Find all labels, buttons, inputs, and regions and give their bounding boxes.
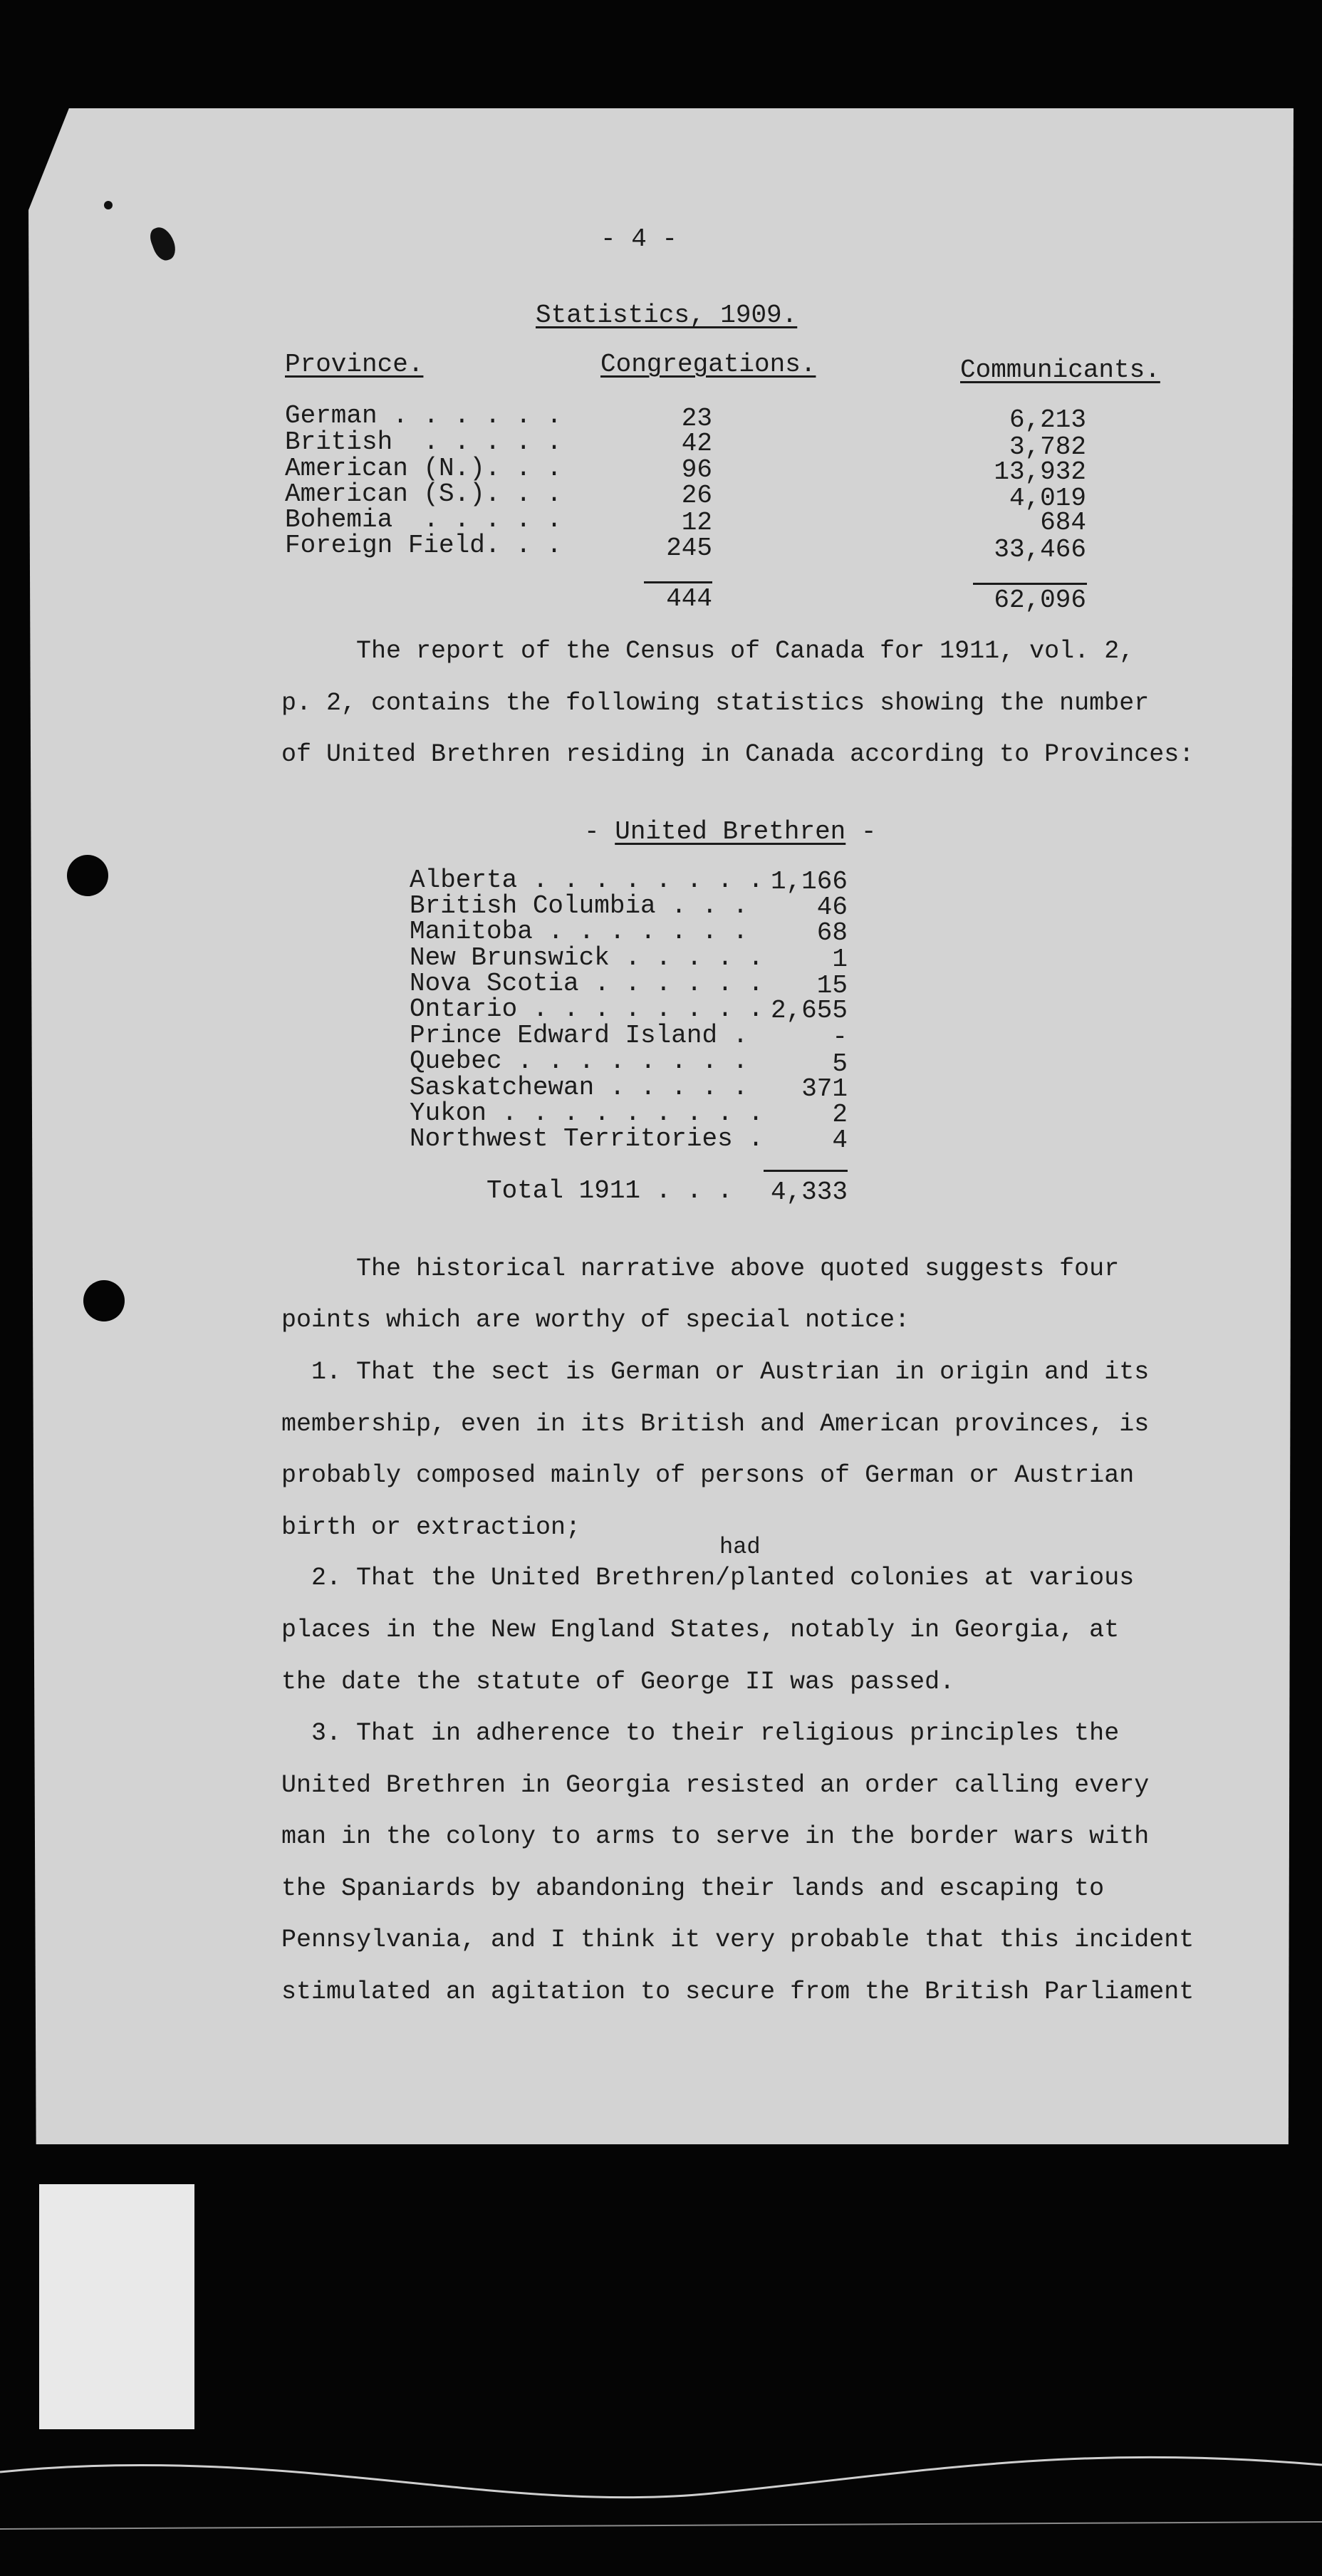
ub-total-rule — [764, 1170, 848, 1172]
total-rule-communicants — [973, 583, 1087, 585]
paragraph-line: probably composed mainly of persons of German or Austrian — [281, 1461, 1135, 1490]
table-row-communicants: 684 — [1040, 508, 1086, 537]
ub-row-name: New Brunswick . . . . . — [410, 943, 764, 972]
ub-total-label: Total 1911 . . . — [486, 1176, 733, 1205]
ub-row-name: Alberta . . . . . . . . — [410, 866, 764, 895]
paragraph-line: The historical narrative above quoted suggests four — [281, 1255, 1120, 1283]
paragraph-line: the Spaniards by abandoning their lands and escaping to — [281, 1874, 1105, 1903]
paper-edge-curve — [0, 2415, 1322, 2576]
ub-title — [584, 819, 877, 845]
ub-row-name: Manitoba . . . . . . . — [410, 917, 749, 946]
paragraph-line: 2. That the United Brethren/planted colonies at various — [281, 1564, 1135, 1592]
ub-row-value: 4 — [832, 1126, 848, 1155]
header-congregations: Congregations. — [600, 350, 816, 379]
table-row-congregations: 96 — [681, 455, 712, 484]
ub-row-name: Northwest Territories . — [410, 1124, 764, 1153]
ub-row-name: British Columbia . . . — [410, 891, 749, 920]
table-row-congregations: 23 — [681, 404, 712, 433]
page-number: - 4 - — [600, 224, 678, 254]
table-row-communicants: 13,932 — [994, 457, 1086, 487]
table-row-province: British . . . . . — [285, 427, 562, 457]
table-row-province: American (N.). . . — [285, 454, 562, 483]
paragraph-line: Pennsylvania, and I think it very probable that this incident — [281, 1926, 1195, 1954]
table-row-province: Bohemia . . . . . — [285, 505, 562, 534]
stats-title: Statistics, 1909. — [536, 301, 798, 330]
paragraph-line: birth or extraction; — [281, 1513, 581, 1542]
ub-row-value: 1 — [832, 945, 848, 974]
paragraph-line: United Brethren in Georgia resisted an order calling every — [281, 1771, 1150, 1799]
ub-row-value: 15 — [816, 971, 848, 1000]
table-row-congregations: 26 — [681, 481, 712, 510]
table-row-congregations: 245 — [666, 534, 712, 563]
ub-row-name: Saskatchewan . . . . . — [410, 1073, 749, 1102]
total-rule-congregations — [644, 581, 712, 583]
ub-row-value: 1,166 — [770, 867, 848, 896]
paragraph-line: the date the statute of George II was passed. — [281, 1668, 955, 1696]
ub-title-text: United Brethren — [615, 817, 846, 846]
ub-row-name: Ontario . . . . . . . . — [410, 994, 764, 1024]
paragraph-line: membership, even in its British and American provinces, is — [281, 1410, 1150, 1438]
paragraph-line: stimulated an agitation to secure from the British Parliament — [281, 1978, 1195, 2006]
ub-row-name: Yukon . . . . . . . . . — [410, 1099, 764, 1128]
ub-row-name: Quebec . . . . . . . . — [410, 1046, 749, 1076]
punch-hole-bottom — [83, 1280, 125, 1321]
ub-row-value: 68 — [816, 918, 848, 947]
table-row-province: American (S.). . . — [285, 479, 562, 509]
ub-row-value: - — [832, 1022, 848, 1051]
paragraph-line: 1. That the sect is German or Austrian in origin and its — [281, 1358, 1150, 1386]
ink-speck — [104, 201, 113, 209]
table-row-province: German . . . . . . — [285, 401, 562, 430]
total-communicants: 62,096 — [994, 586, 1086, 615]
table-row-province: Foreign Field. . . — [285, 531, 562, 560]
paragraph-line: p. 2, contains the following statistics showing the number — [281, 689, 1150, 717]
ub-row-value: 2 — [832, 1100, 848, 1129]
table-row-congregations: 12 — [681, 508, 712, 537]
ub-total-value: 4,333 — [770, 1178, 848, 1207]
ub-row-value: 5 — [832, 1049, 848, 1079]
ub-row-name: Prince Edward Island . — [410, 1021, 749, 1050]
paragraph-line: places in the New England States, notably in Georgia, at — [281, 1616, 1120, 1644]
total-congregations: 444 — [666, 584, 712, 613]
ub-row-value: 46 — [816, 893, 848, 922]
ub-title-prefix: - — [584, 817, 615, 846]
ub-title-suffix: - — [845, 817, 877, 846]
ub-row-value: 2,655 — [770, 996, 848, 1025]
table-row-congregations: 42 — [681, 429, 712, 458]
header-communicants: Communicants. — [960, 355, 1160, 385]
ub-row-value: 371 — [801, 1074, 848, 1103]
paragraph-line: man in the colony to arms to serve in the border wars with — [281, 1822, 1150, 1851]
table-row-communicants: 4,019 — [1009, 484, 1086, 513]
paragraph-line: 3. That in adherence to their religious principles the — [281, 1719, 1120, 1747]
punch-hole-top — [67, 855, 108, 896]
blank-label-card — [39, 2184, 194, 2429]
ub-row-name: Nova Scotia . . . . . . — [410, 969, 764, 998]
paragraph-line: points which are worthy of special notice: — [281, 1306, 910, 1334]
table-row-communicants: 3,782 — [1009, 432, 1086, 462]
table-row-communicants: 33,466 — [994, 535, 1086, 564]
paragraph-line: of United Brethren residing in Canada according to Provinces: — [281, 740, 1195, 769]
paragraph-line: The report of the Census of Canada for 1911, vol. 2, — [281, 637, 1135, 665]
header-province: Province. — [285, 350, 424, 379]
table-row-communicants: 6,213 — [1009, 405, 1086, 435]
handwritten-insert-had: had — [719, 1534, 761, 1560]
